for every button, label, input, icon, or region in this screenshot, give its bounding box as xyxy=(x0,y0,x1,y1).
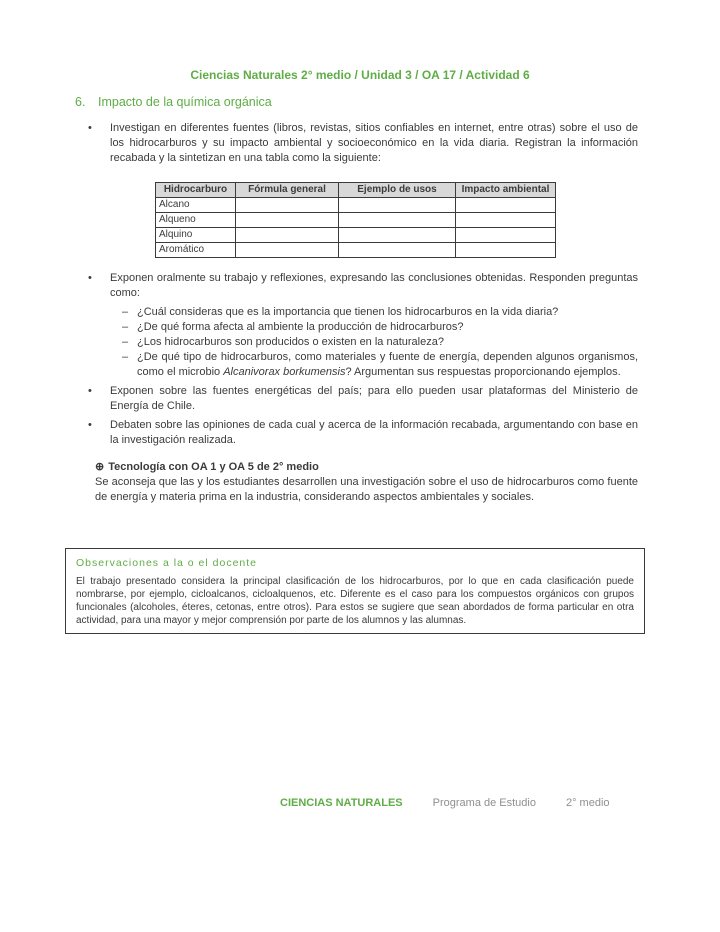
table-row xyxy=(156,213,556,228)
dash-marker: – xyxy=(122,306,129,318)
technology-note-title-text: Tecnología con OA 1 y OA 5 de 2° medio xyxy=(108,461,319,473)
question-text xyxy=(137,350,638,380)
table-cell-empty xyxy=(339,213,456,228)
question-text: ¿Cuál consideras que es la importancia que tienen los hidrocarburos en la vida diaria? xyxy=(137,306,559,318)
table-cell-empty xyxy=(456,213,556,228)
table-header-hidrocarburo: Hidrocarburo xyxy=(156,183,236,198)
species-name: Alcanivorax borkumensis xyxy=(223,366,346,378)
table-cell-empty xyxy=(456,228,556,243)
table-row xyxy=(156,198,556,213)
table-cell-empty xyxy=(339,243,456,258)
teacher-observations-title: Observaciones a la o el docente xyxy=(76,557,258,569)
activity-body xyxy=(88,121,638,505)
table-cell-label: Aromático xyxy=(156,243,236,258)
interdisciplinary-icon: ⊕ xyxy=(95,461,105,473)
technology-note xyxy=(95,460,638,505)
activity-title: Impacto de la química orgánica xyxy=(98,95,272,109)
question-text: ¿Los hidrocarburos son producidos o existen en la naturaleza? xyxy=(137,336,444,348)
table-row xyxy=(156,228,556,243)
bullet-marker: • xyxy=(88,419,92,431)
table-cell-empty xyxy=(456,198,556,213)
table-cell-empty xyxy=(339,228,456,243)
teacher-observations-box xyxy=(65,548,645,634)
footer-subject-label: CIENCIAS NATURALES xyxy=(280,797,403,809)
technology-note-title xyxy=(95,460,638,475)
footer-grade-label: 2° medio xyxy=(565,797,610,809)
question-item-species xyxy=(122,350,638,380)
footer-program-label: Programa de Estudio xyxy=(432,797,536,809)
bullet-investigate xyxy=(88,121,638,166)
breadcrumb: Ciencias Naturales 2° medio / Unidad 3 / OA 17 / Actividad 6 xyxy=(190,68,530,82)
dash-marker: – xyxy=(122,321,129,333)
bullet-debaten-text: Debaten sobre las opiniones de cada cual y acerca de la información recabada, argumentando con base en la investigación realizada. xyxy=(110,419,638,446)
bullet-investigate-text: Investigan en diferentes fuentes (libros, revistas, sitios confiables en internet, entre otras) sobre el uso de los hidrocarburos y su impacto ambiental y socioeconómico en la vida diaria. Registran la información recabada y la sintetizan en una tabla como la siguiente: xyxy=(110,122,638,164)
table-cell-empty xyxy=(236,243,339,258)
bullet-fuentes-text: Exponen sobre las fuentes energéticas del país; para ello pueden usar plataformas del Ministerio de Energía de Chile. xyxy=(110,385,638,412)
question-species-post: ? Argumentan sus respuestas proporcionando ejemplos. xyxy=(345,366,621,378)
question-item xyxy=(122,335,638,350)
question-species-pre: ¿De qué tipo de hidrocarburos, como materiales y fuente de energía, dependen algunos organismos, como el microbio xyxy=(137,351,638,378)
table-cell-empty xyxy=(236,198,339,213)
table-cell-label: Alquino xyxy=(156,228,236,243)
hydrocarbons-table xyxy=(155,182,556,258)
bullet-debaten xyxy=(88,418,638,448)
page-footer xyxy=(280,797,610,809)
table-header-formula: Fórmula general xyxy=(236,183,339,198)
question-text: ¿De qué forma afecta al ambiente la producción de hidrocarburos? xyxy=(137,321,464,333)
activity-heading xyxy=(75,95,272,109)
bullet-marker: • xyxy=(88,385,92,397)
table-cell-empty xyxy=(236,213,339,228)
bullet-fuentes xyxy=(88,384,638,414)
dash-marker: – xyxy=(122,336,129,348)
question-list xyxy=(122,305,638,380)
dash-marker: – xyxy=(122,351,129,363)
table-cell-label: Alqueno xyxy=(156,213,236,228)
table-header-usos: Ejemplo de usos xyxy=(339,183,456,198)
activity-number: 6. xyxy=(75,95,86,109)
table-header-impacto: Impacto ambiental xyxy=(456,183,556,198)
table-row xyxy=(156,243,556,258)
bullet-marker: • xyxy=(88,272,92,284)
bullet-exponen-oral-text: Exponen oralmente su trabajo y reflexiones, expresando las conclusiones obtenidas. Responden preguntas como: xyxy=(110,272,638,299)
question-item xyxy=(122,305,638,320)
bullet-marker: • xyxy=(88,122,92,134)
technology-note-body: Se aconseja que las y los estudiantes desarrollen una investigación sobre el uso de hidrocarburos como fuente de energía y materia prima en la industria, considerando aspectos ambientales y sociales. xyxy=(95,476,638,503)
table-cell-label: Alcano xyxy=(156,198,236,213)
table-cell-empty xyxy=(236,228,339,243)
table-header-row xyxy=(156,183,556,198)
teacher-observations-body: El trabajo presentado considera la principal clasificación de los hidrocarburos, por lo que en cada clasificación puede nombrarse, por ejemplo, cicloalcanos, cicloalquenos, etc. Diferente es el caso para los compuestos orgánicos con grupos funcionales (alcoholes, éteres, cetonas, entre otros). Para estos se sugiere que sean abordados de forma particular en otra actividad, para una mayor y mejor comprensión por parte de los alumnos y las alumnas. xyxy=(76,576,634,626)
table-cell-empty xyxy=(456,243,556,258)
question-item xyxy=(122,320,638,335)
table-cell-empty xyxy=(339,198,456,213)
bullet-exponen-oral xyxy=(88,271,638,301)
